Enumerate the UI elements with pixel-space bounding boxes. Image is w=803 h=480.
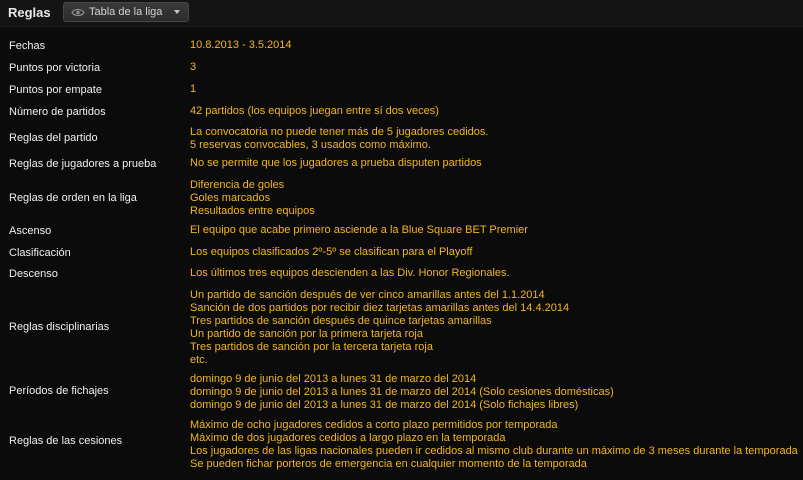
rule-value-line: Resultados entre equipos — [190, 205, 315, 217]
rule-value-line: Los equipos clasificados 2º-5º se clasifican para el Playoff — [190, 246, 473, 258]
rule-label: Puntos por empate — [9, 84, 102, 96]
rule-value-line: Máximo de dos jugadores cedidos a largo plazo en la temporada — [190, 432, 506, 444]
chevron-down-icon — [174, 10, 180, 14]
rule-label: Reglas disciplinarias — [9, 321, 110, 333]
rule-value-line: Se pueden fichar porteros de emergencia en cualquier momento de la temporada — [190, 458, 587, 470]
rule-value-line: No se permite que los jugadores a prueba disputen partidos — [190, 157, 482, 169]
rule-value-line: 42 partidos (los equipos juegan entre sí dos veces) — [190, 105, 439, 117]
rule-value-line: Los últimos tres equipos descienden a las Div. Honor Regionales. — [190, 267, 510, 279]
rule-value — [190, 61, 196, 74]
rule-value-line: 10.8.2013 - 3.5.2014 — [190, 39, 292, 51]
page-title: Reglas — [8, 5, 51, 20]
panel-header — [0, 0, 803, 27]
view-select-label: Tabla de la liga — [89, 6, 163, 18]
rule-value-line: domingo 9 de junio del 2013 a lunes 31 de marzo del 2014 (Solo fichajes libres) — [190, 399, 579, 411]
rule-value — [190, 373, 614, 412]
rule-value-line: 3 — [190, 61, 197, 73]
rule-label: Ascenso — [9, 225, 52, 237]
view-select-dropdown[interactable] — [63, 2, 189, 22]
rule-value — [190, 289, 569, 367]
rule-value-line: 5 reservas convocables, 3 usados como máximo. — [190, 139, 431, 151]
rule-value-line: Tres partidos de sanción después de quince tarjetas amarillas — [190, 315, 492, 327]
rule-value-line: domingo 9 de junio del 2013 a lunes 31 de marzo del 2014 (Solo cesiones domésticas) — [190, 386, 614, 398]
rule-value — [190, 419, 798, 471]
rule-value — [190, 246, 472, 259]
rule-value-line: Un partido de sanción por la primera tarjeta roja — [190, 328, 423, 340]
rule-value — [190, 83, 196, 96]
rule-label: Reglas del partido — [9, 132, 98, 144]
rule-value — [190, 126, 488, 152]
rule-value-line: Tres partidos de sanción por la tercera tarjeta roja — [190, 341, 433, 353]
rule-value — [190, 267, 510, 280]
rule-label: Puntos por victoria — [9, 62, 101, 74]
rule-value-line: Máximo de ocho jugadores cedidos a corto plazo permitidos por temporada — [190, 419, 558, 431]
rule-label: Número de partidos — [9, 106, 106, 118]
rule-value — [190, 105, 439, 118]
rule-value — [190, 157, 482, 170]
rule-value-line: Un partido de sanción después de ver cinco amarillas antes del 1.1.2014 — [190, 289, 545, 301]
rule-value — [190, 224, 528, 237]
rule-value-line: Goles marcados — [190, 192, 271, 204]
rule-label: Descenso — [9, 268, 58, 280]
rule-value — [190, 179, 315, 218]
rule-value — [190, 39, 292, 52]
rule-value-line: Sanción de dos partidos por recibir diez tarjetas amarillas antes del 14.4.2014 — [190, 302, 570, 314]
rule-value-line: Diferencia de goles — [190, 179, 285, 191]
rule-label: Fechas — [9, 40, 46, 52]
rule-value-line: Los jugadores de las ligas nacionales pueden ir cedidos al mismo club durante un máximo de 3 meses durante la temporada — [190, 445, 798, 457]
rule-value-line: El equipo que acabe primero asciende a la Blue Square BET Premier — [190, 224, 528, 236]
rule-value-line: La convocatoria no puede tener más de 5 jugadores cedidos. — [190, 126, 489, 138]
rule-label: Clasificación — [9, 247, 71, 259]
eye-icon — [71, 8, 85, 17]
rule-value-line: 1 — [190, 83, 197, 95]
rule-label: Períodos de fichajes — [9, 385, 109, 397]
rule-label: Reglas de las cesiones — [9, 435, 123, 447]
rule-value-line: domingo 9 de junio del 2013 a lunes 31 de marzo del 2014 — [190, 373, 477, 385]
rule-value-line: etc. — [190, 354, 208, 366]
rule-label: Reglas de orden en la liga — [9, 192, 137, 204]
rule-label: Reglas de jugadores a prueba — [9, 158, 157, 170]
